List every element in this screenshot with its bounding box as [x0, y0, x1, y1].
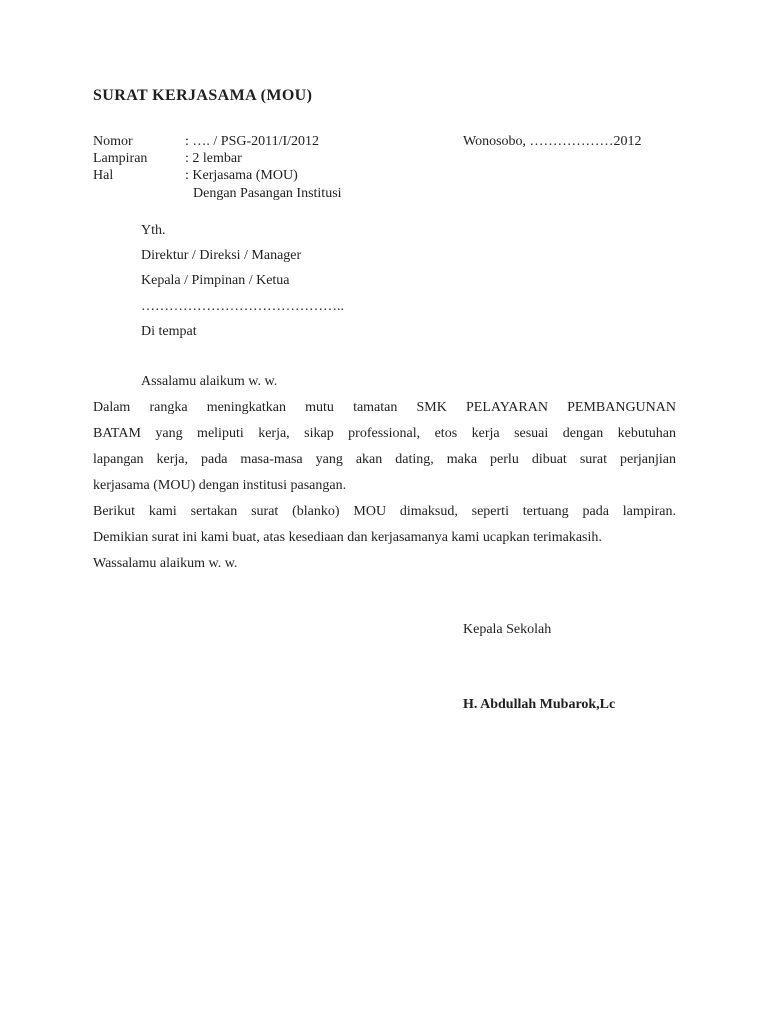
meta-label-nomor: Nomor — [93, 134, 133, 149]
signature-block — [463, 620, 615, 715]
signature-name: H. Abdullah Mubarok,Lc — [463, 697, 616, 712]
recipient-dotted-line: …………………………………….. — [141, 298, 344, 314]
paragraph1-last-line: kerjasama (MOU) dengan institusi pasangan. — [93, 478, 347, 493]
meta-label-hal: Hal — [93, 168, 114, 184]
paragraph1-line: BATAM yang meliputi kerja, sikap professional, etos kerja sesuai dengan kebutuhan — [93, 426, 676, 441]
signature-role: Kepala Sekolah — [463, 622, 552, 637]
closing-salutation-line: Wassalamu alaikum w. w. — [93, 556, 238, 571]
recipient-line-yth: Yth. — [141, 223, 166, 238]
recipient-block — [141, 218, 344, 344]
meta-row-hal-continued — [93, 185, 676, 202]
recipient-line-di-tempat: Di tempat — [141, 323, 197, 339]
paragraph1-line: lapangan kerja, pada masa-masa yang akan dating, maka perlu dibuat surat perjanjian — [93, 452, 676, 467]
salutation-line: Assalamu alaikum w. w. — [141, 374, 278, 389]
meta-value-nomor: : …. / PSG-2011/I/2012 — [185, 134, 320, 149]
meta-row-hal — [93, 167, 676, 184]
meta-row-lampiran — [93, 150, 676, 167]
recipient-line-kepala: Kepala / Pimpinan / Ketua — [141, 273, 290, 289]
paragraph2-last-line: Demikian surat ini kami buat, atas kesediaan dan kerjasamanya kami ucapkan terimakasih. — [93, 530, 602, 545]
meta-label-blank — [93, 185, 185, 202]
letter-body — [93, 369, 676, 577]
place-date-line: Wonosobo, ………………2012 — [463, 134, 642, 149]
paragraph2-line: Berikut kami sertakan surat (blanko) MOU dimaksud, seperti tertuang pada lampiran. — [93, 504, 676, 519]
meta-label-lampiran: Lampiran — [93, 151, 148, 167]
meta-value-lampiran: : 2 lembar — [185, 151, 242, 167]
recipient-line-direktur: Direktur / Direksi / Manager — [141, 248, 302, 264]
meta-value-hal-continued: Dengan Pasangan Institusi — [193, 185, 342, 201]
meta-value-hal: : Kerjasama (MOU) — [185, 168, 298, 184]
letter-meta — [93, 133, 676, 202]
paragraph1-line: Dalam rangka meningkatkan mutu tamatan SMK PELAYARAN PEMBANGUNAN — [93, 400, 676, 415]
letter-title: SURAT KERJASAMA (MOU) — [93, 87, 313, 104]
